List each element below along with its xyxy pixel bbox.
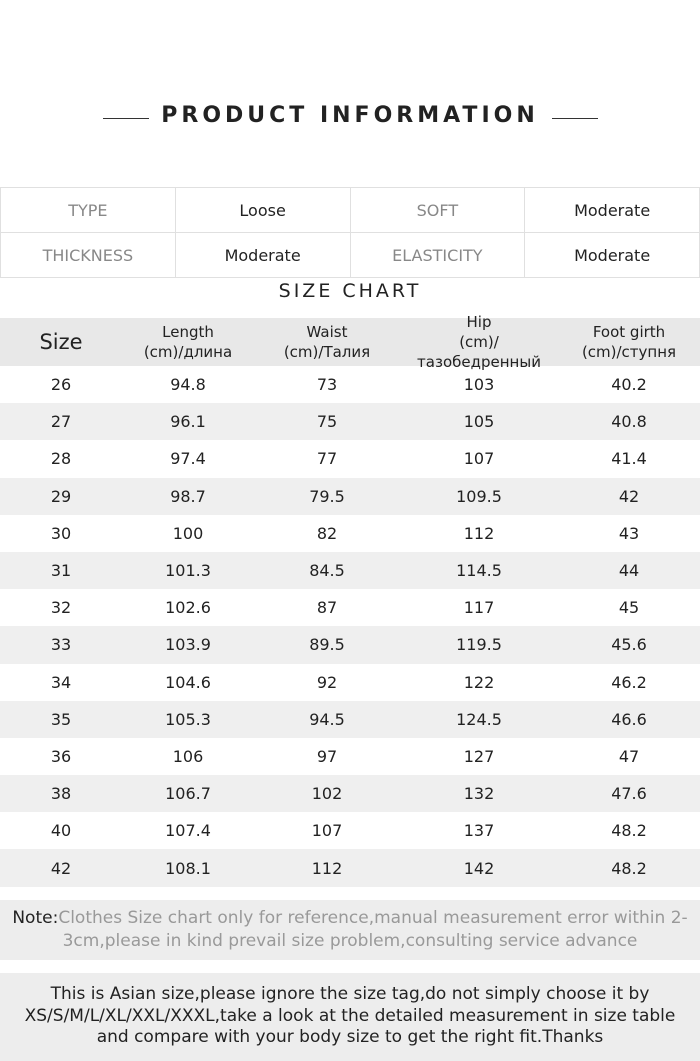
table-cell: 46.2: [611, 672, 647, 692]
table-cell: 107.4: [165, 821, 211, 841]
table-row: [0, 849, 700, 886]
column-header: [400, 312, 558, 372]
product-info-row: [1, 188, 700, 233]
table-row: [0, 478, 700, 515]
column-header: [558, 322, 700, 362]
page-title: PRODUCT INFORMATION: [161, 103, 539, 128]
table-cell: 114.5: [456, 561, 502, 581]
table-cell: 82: [316, 523, 338, 543]
table-cell: 43: [618, 523, 640, 543]
table-cell: 30: [50, 523, 72, 543]
table-row: [0, 812, 700, 849]
table-cell: 106.7: [165, 784, 211, 804]
table-cell: 119.5: [456, 635, 502, 655]
column-header-line: (cm)/Талия: [283, 343, 371, 361]
size-chart-header-row: [0, 313, 700, 371]
table-cell: 42: [50, 858, 72, 878]
table-cell: 77: [316, 449, 338, 469]
column-header-line: (cm)/тазобедренный: [417, 333, 541, 371]
table-cell: 96.1: [170, 412, 206, 432]
column-header-line: Foot girth: [592, 323, 666, 341]
column-header-line: Length: [162, 323, 214, 341]
table-cell: 137: [463, 821, 495, 841]
product-info-value: Moderate: [525, 188, 700, 233]
table-row: [0, 664, 700, 701]
column-header-line: Hip: [466, 313, 492, 331]
product-info-key: TYPE: [1, 188, 176, 233]
table-cell: 106: [172, 746, 204, 766]
table-cell: 48.2: [611, 858, 647, 878]
product-info-table: [0, 187, 700, 278]
table-cell: 94.8: [170, 375, 206, 395]
table-cell: 38: [50, 784, 72, 804]
table-cell: 108.1: [165, 858, 211, 878]
table-cell: 41.4: [611, 449, 647, 469]
asian-size-notice: This is Asian size,please ignore the size tag,do not simply choose it by XS/S/M/L/XL/XXL/XXXL,take a look at the detailed measurement in size table and compare with your body size to get the right fit.Thanks: [0, 973, 700, 1061]
product-info-key: SOFT: [350, 188, 525, 233]
product-info-key: THICKNESS: [1, 233, 176, 278]
table-cell: 40.2: [611, 375, 647, 395]
product-info-value: Loose: [175, 188, 350, 233]
table-cell: 33: [50, 635, 72, 655]
table-cell: 98.7: [170, 486, 206, 506]
table-cell: 32: [50, 598, 72, 618]
note-text: Clothes Size chart only for reference,manual measurement error within 2-3cm,please in kind prevail size problem,consulting service advance: [58, 908, 688, 951]
column-header-line: Waist: [306, 323, 348, 341]
column-header: [122, 322, 254, 362]
table-cell: 97: [316, 746, 338, 766]
table-cell: 132: [463, 784, 495, 804]
section-heading: [0, 100, 700, 136]
table-row: [0, 366, 700, 403]
column-header-line: Size: [39, 330, 83, 354]
table-cell: 45.6: [611, 635, 647, 655]
size-chart-title: SIZE CHART: [278, 280, 422, 302]
table-row: [0, 626, 700, 663]
table-cell: 112: [463, 523, 495, 543]
heading-divider-right: [552, 118, 598, 119]
table-cell: 44: [618, 561, 640, 581]
product-info-value: Moderate: [525, 233, 700, 278]
table-cell: 100: [172, 523, 204, 543]
table-cell: 42: [618, 486, 640, 506]
size-note: [0, 900, 700, 960]
table-cell: 97.4: [170, 449, 206, 469]
table-cell: 107: [463, 449, 495, 469]
table-cell: 142: [463, 858, 495, 878]
table-cell: 105: [463, 412, 495, 432]
table-cell: 103.9: [165, 635, 211, 655]
note-lead: Note:: [12, 908, 59, 928]
table-row: [0, 515, 700, 552]
table-cell: 27: [50, 412, 72, 432]
table-cell: 79.5: [309, 486, 345, 506]
product-info-value: Moderate: [175, 233, 350, 278]
table-row: [0, 403, 700, 440]
table-cell: 117: [463, 598, 495, 618]
table-row: [0, 775, 700, 812]
table-cell: 34: [50, 672, 72, 692]
table-cell: 105.3: [165, 709, 211, 729]
table-cell: 36: [50, 746, 72, 766]
column-header-line: (cm)/ступня: [581, 343, 677, 361]
table-row: [0, 589, 700, 626]
table-cell: 73: [316, 375, 338, 395]
table-row: [0, 738, 700, 775]
table-cell: 40.8: [611, 412, 647, 432]
column-header-line: (cm)/длина: [143, 343, 233, 361]
table-cell: 28: [50, 449, 72, 469]
table-cell: 127: [463, 746, 495, 766]
table-cell: 40: [50, 821, 72, 841]
table-cell: 45: [618, 598, 640, 618]
table-row: [0, 701, 700, 738]
table-cell: 35: [50, 709, 72, 729]
heading-divider-left: [103, 118, 149, 119]
table-cell: 47: [618, 746, 640, 766]
table-cell: 89.5: [309, 635, 345, 655]
table-cell: 102.6: [165, 598, 211, 618]
size-chart-table: [0, 313, 700, 887]
column-header: [0, 330, 122, 354]
table-row: [0, 552, 700, 589]
table-cell: 75: [316, 412, 338, 432]
table-cell: 107: [311, 821, 343, 841]
table-cell: 87: [316, 598, 338, 618]
table-cell: 46.6: [611, 709, 647, 729]
table-cell: 112: [311, 858, 343, 878]
table-cell: 104.6: [165, 672, 211, 692]
product-info-row: [1, 233, 700, 278]
table-cell: 84.5: [309, 561, 345, 581]
table-cell: 101.3: [165, 561, 211, 581]
table-cell: 26: [50, 375, 72, 395]
table-cell: 102: [311, 784, 343, 804]
table-cell: 109.5: [456, 486, 502, 506]
table-row: [0, 440, 700, 477]
table-cell: 103: [463, 375, 495, 395]
table-cell: 94.5: [309, 709, 345, 729]
column-header: [254, 322, 400, 362]
table-cell: 124.5: [456, 709, 502, 729]
table-cell: 29: [50, 486, 72, 506]
table-cell: 31: [50, 561, 72, 581]
table-cell: 122: [463, 672, 495, 692]
table-cell: 48.2: [611, 821, 647, 841]
product-info-key: ELASTICITY: [350, 233, 525, 278]
table-cell: 47.6: [611, 784, 647, 804]
table-cell: 92: [316, 672, 338, 692]
